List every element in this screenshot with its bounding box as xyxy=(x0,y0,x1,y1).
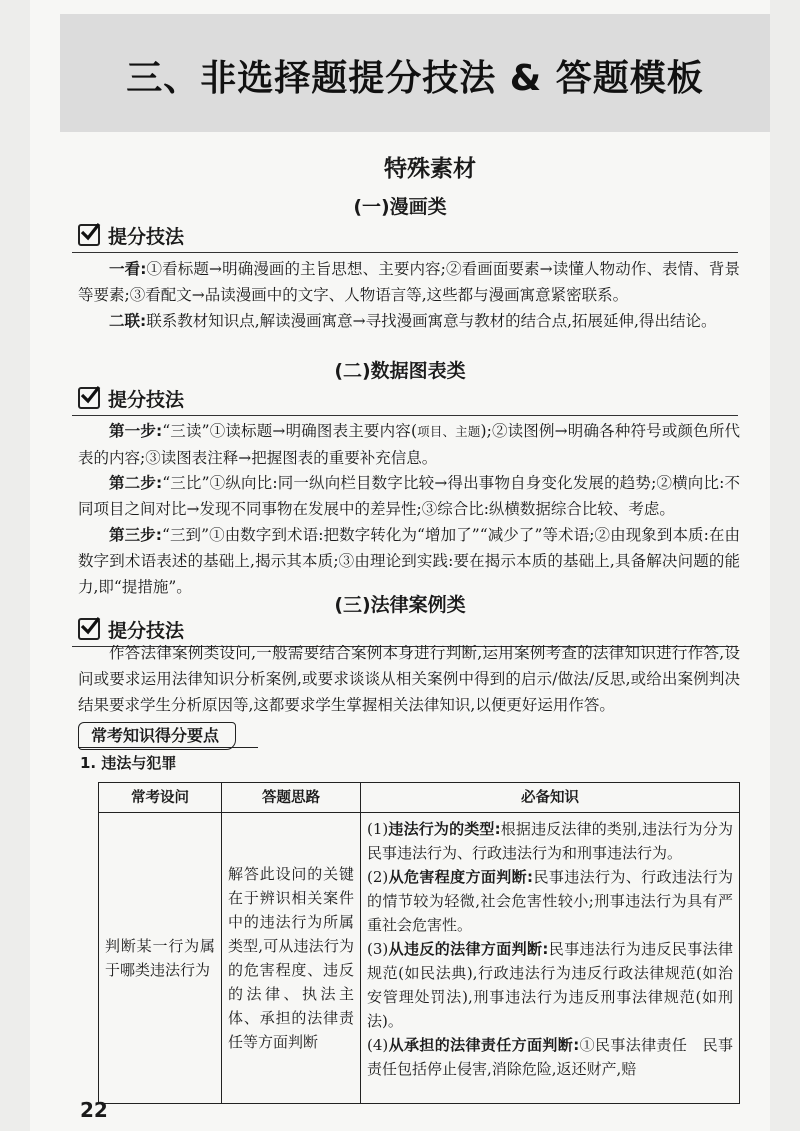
comic-step-two xyxy=(78,308,740,334)
skill-label: 提分技法 xyxy=(108,620,185,642)
skill-label: 提分技法 xyxy=(108,389,185,411)
step-text-b: );②读图例→明确各种符号或颜色所代表的内容;③读图表注释→把握图表的重要补充信息。 xyxy=(78,422,741,467)
chart-step-two xyxy=(78,470,740,522)
step-lead: 二联: xyxy=(109,312,147,330)
table-row xyxy=(99,813,740,1104)
chart-step-three xyxy=(78,522,740,600)
section-heading-law-case: (三)法律案例类 xyxy=(334,594,466,616)
skill-heading-data-chart xyxy=(72,385,738,416)
checkbox-icon xyxy=(78,618,100,640)
knowledge-item: (2)从危害程度方面判断:民事违法行为、行政违法行为的情节较为轻微,社会危害性较小;刑事违法行为具有严重社会危害性。 xyxy=(367,868,734,934)
question-cell: 判断某一行为属于哪类违法行为 xyxy=(99,813,222,1104)
step-text-a: “三读”①读标题→明确图表主要内容( xyxy=(162,422,417,440)
step-text: 联系教材知识点,解读漫画寓意→寻找漫画寓意与教材的结合点,拓展延伸,得出结论。 xyxy=(146,312,717,330)
step-lead: 第三步: xyxy=(109,526,162,544)
table-header: 答题思路 xyxy=(222,783,361,813)
knowledge-cell xyxy=(361,813,740,1104)
knowledge-item: (4)从承担的法律责任方面判断:①民事法律责任 民事责任包括停止侵害,消除危险,返还财产,赔 xyxy=(367,1036,733,1078)
step-lead: 第一步: xyxy=(109,422,163,440)
knowledge-lead: 违法行为的类型: xyxy=(388,820,501,838)
section-heading-comic: (一)漫画类 xyxy=(353,196,447,218)
subsection-title: 1. 违法与犯罪 xyxy=(80,754,177,772)
step-text-small: 项目、主题 xyxy=(417,424,481,439)
checkbox-icon xyxy=(78,387,100,409)
page-title: 三、非选择题提分技法 & 答题模板 xyxy=(126,58,704,99)
skill-label: 提分技法 xyxy=(108,226,185,248)
table-header: 必备知识 xyxy=(361,783,740,813)
knowledge-lead: 从危害程度方面判断: xyxy=(388,868,534,886)
chart-step-one xyxy=(78,418,740,471)
page-number: 22 xyxy=(80,1098,108,1122)
step-text: “三到”①由数字到术语:把数字转化为“增加了”“减少了”等术语;②由现象到本质:在由数字到术语表述的基础上,揭示其本质;③由理论到实践:要在揭示本质的基础上,具备解决问题的能力,即“提措施”。 xyxy=(78,526,740,596)
law-intro: 作答法律案例类设问,一般需要结合案例本身进行判断,运用案例考查的法律知识进行作答,设问或要求运用法律知识分析案例,或要求谈谈从相关案例中得到的启示/做法/反思,或给出案例判决结果要求学生分析原因等,这都要求学生掌握相关法律知识,以便更好运用作答。 xyxy=(78,644,740,714)
knowledge-lead: 从承担的法律责任方面判断: xyxy=(388,1036,580,1054)
table-header-row xyxy=(99,783,740,813)
section-heading-data-chart: (二)数据图表类 xyxy=(334,360,466,382)
knowledge-item: (3)从违反的法律方面判断:民事违法行为违反民事法律规范(如民法典),行政违法行为违反行政法律规范(如治安管理处罚法),刑事违法行为违反刑事法律规范(如刑法)。 xyxy=(367,940,733,1030)
step-text: ①看标题→明确漫画的主旨思想、主要内容;②看画面要素→读懂人物动作、表情、背景等要素;③看配文→品读漫画中的文字、人物语言等,这些都与漫画寓意紧密联系。 xyxy=(78,260,741,304)
step-lead: 第二步: xyxy=(109,474,163,492)
table-header: 常考设问 xyxy=(99,783,222,813)
checkbox-icon xyxy=(78,224,100,246)
knowledge-item: (1)违法行为的类型:根据违反法律的类别,违法行为分为民事违法行为、行政违法行为和刑事违法行为。 xyxy=(367,820,733,862)
knowledge-table xyxy=(98,782,740,1104)
comic-step-one xyxy=(78,256,740,308)
approach-cell: 解答此设问的关键在于辨识相关案件中的违法行为所属类型,可从违法行为的危害程度、违反的法律、执法主体、承担的法律责任等方面判断 xyxy=(222,813,361,1104)
step-text: “三比”①纵向比:同一纵向栏目数字比较→得出事物自身变化发展的趋势;②横向比:不同项目之间对比→发现不同事物在发展中的差异性;③综合比:纵横数据综合比较、考虑。 xyxy=(78,474,740,518)
skill-heading-comic xyxy=(72,222,738,253)
special-material-heading: 特殊素材 xyxy=(384,156,476,182)
tag-underline xyxy=(78,747,258,748)
knowledge-points-tag: 常考知识得分要点 xyxy=(78,722,236,750)
knowledge-lead: 从违反的法律方面判断: xyxy=(388,940,549,958)
step-lead: 一看: xyxy=(109,260,147,278)
